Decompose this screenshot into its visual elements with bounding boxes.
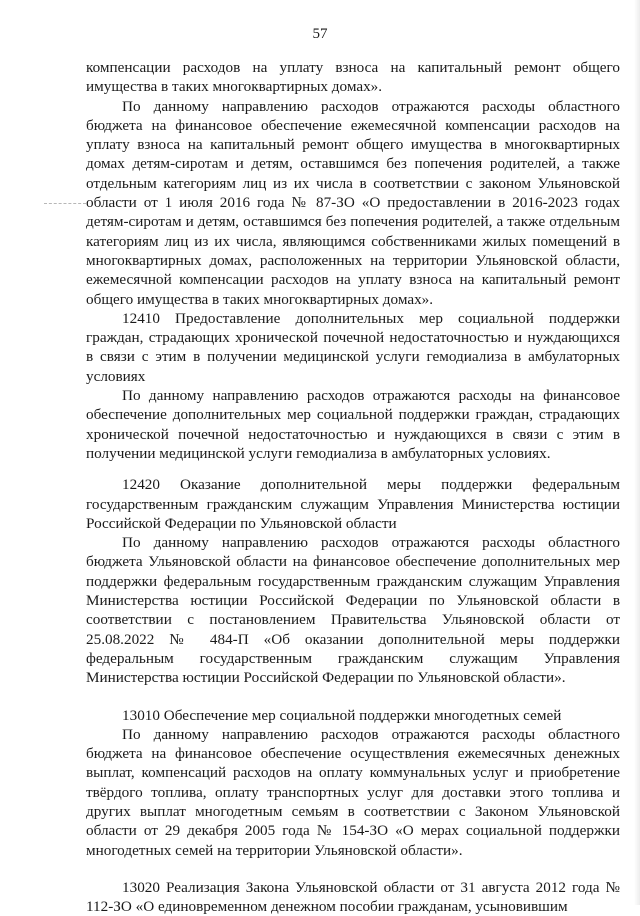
section-heading-12420: 12420 Оказание дополнительной меры поддержки федеральным государственным гражданским служащим Управления Министерства юстиции Российской Федерации по Ульяновской области [86, 476, 620, 532]
paragraph-continuation: компенсации расходов на уплату взноса на капитальный ремонт общего имущества в таких многоквартирных домах». [86, 59, 620, 96]
section-heading-13020: 13020 Реализация Закона Ульяновской области от 31 августа 2012 года № 112-ЗО «О единовременном денежном пособии гражданам, усыновившим [86, 878, 620, 916]
paragraph-12410-description: По данному направлению расходов отражаются расходы на финансовое обеспечение дополнительных мер социальной поддержки граждан, страдающих хронической почечной недостаточностью и нуждающихся в связи с этим в получении медицинской услуги гемодиализа в амбулаторных условиях. [86, 387, 620, 462]
paragraph-13010-description: По данному направлению расходов отражаются расходы областного бюджета на финансовое обеспечение осуществления ежемесячных денежных выплат, компенсаций расходов на оплату коммунальных услуг и приобретение твёрдого топлива, оплату транспортных услуг для доставки этого топлива и других выплат многодетным семьям в соответствии с Законом Ульяновской области от 29 декабря 2005 года № 154-ЗО «О мерах социальной поддержки многодетных семей на территории Ульяновской области». [86, 725, 620, 859]
page-number: 57 [312, 26, 328, 42]
scan-edge-shadow [634, 0, 640, 905]
spacer [86, 860, 620, 878]
section-heading-12410: 12410 Предоставление дополнительных мер социальной поддержки граждан, страдающих хронической почечной недостаточностью и нуждающихся в связи с этим в получении медицинской услуги гемодиализа в амбулаторных условиях [86, 309, 620, 385]
spacer [86, 463, 620, 475]
margin-pen-mark [44, 203, 86, 206]
paragraph-12420-description: По данному направлению расходов отражаются расходы областного бюджета Ульяновской области на финансовое обеспечение дополнительных мер поддержки федеральным государственным гражданским служащим Управления Министерства юстиции Российской Федерации по Ульяновской области в соответствии с постановлением Правительства Ульяновской области от 25.08.2022 № 484-П «Об оказании дополнительной меры поддержки федеральным государственным гражданским служащим Управления Министерства юстиции Российской Федерации по Ульяновской области». [86, 534, 620, 687]
section-heading-13010: 13010 Обеспечение мер социальной поддержки многодетных семей [122, 706, 562, 724]
spacer [86, 688, 620, 706]
document-body [86, 58, 620, 916]
paragraph-87zo-compensation: По данному направлению расходов отражаются расходы областного бюджета на финансовое обеспечение ежемесячной компенсации расходов на уплату взноса на капитальный ремонт общего имущества в многоквартирных домах детям-сиротам и детям, оставшимся без попечения родителей, а также отдельным категориям лиц из их числа в соответствии с законом Ульяновской области от 1 июля 2016 года № 87-ЗО «О предоставлении в 2016-2023 годах детям-сиротам и детям, оставшимся без попечения родителей, а также отдельным категориям лиц из их числа, являющимся собственниками жилых помещений в многоквартирных домах, расположенных на территории Ульяновской области, ежемесячной компенсации расходов на уплату взноса на капитальный ремонт общего имущества в таких многоквартирных домах». [86, 97, 620, 308]
